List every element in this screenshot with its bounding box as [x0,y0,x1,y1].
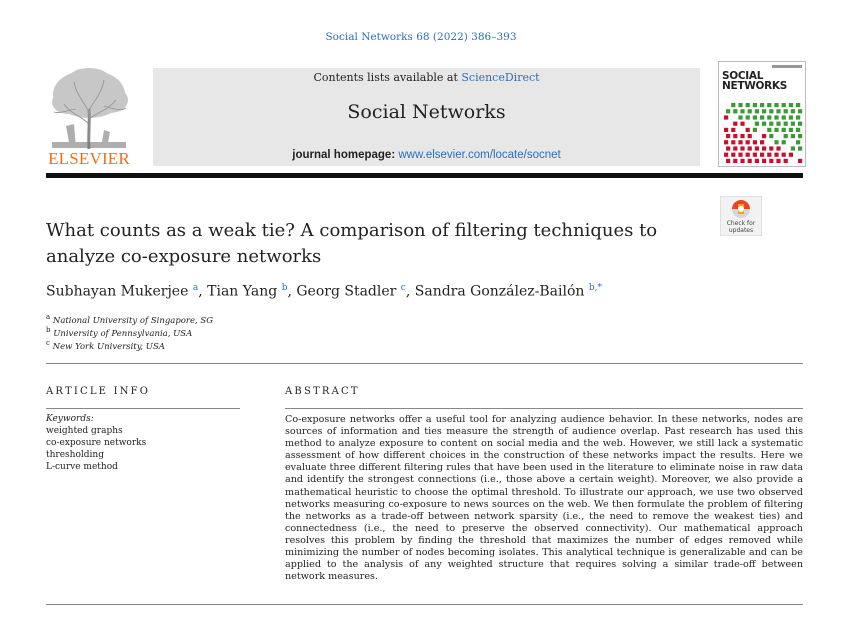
cover-dot [740,146,744,150]
cover-dot [784,159,788,163]
cover-dot [776,146,780,150]
cover-dot [791,134,795,138]
cover-dot [776,122,780,126]
cover-dot [796,128,800,132]
cover-dot [748,159,752,163]
cover-dot [733,159,737,163]
cover-dot [733,146,737,150]
journal-title: Social Networks [347,101,506,123]
cover-dot [789,153,793,157]
cover-dot [769,122,773,126]
cover-dot [782,153,786,157]
cover-dot [755,159,759,163]
cover-dot [724,140,728,144]
cover-dot [791,146,795,150]
cover-dot [746,128,750,132]
author-affiliation-marker[interactable]: a [192,283,199,293]
contents-availability-line [153,71,700,84]
cover-dot [755,146,759,150]
author-affiliation-marker[interactable]: b [281,283,288,293]
keyword-item: weighted graphs [46,426,123,436]
cover-dot [767,153,771,157]
check-updates-line2: updates [728,227,754,234]
cover-dot [791,122,795,126]
cover-dot [798,109,802,113]
cover-dot [733,122,737,126]
cover-dot [746,140,750,144]
cover-dot [798,146,802,150]
cover-dot [769,159,773,163]
keyword-item: thresholding [46,450,104,460]
cover-dot [762,134,766,138]
cover-dot [760,103,764,107]
cover-dot [796,115,800,119]
cover-dot [753,128,757,132]
cover-dot [755,122,759,126]
cover-dot [753,103,757,107]
cover-dot [789,128,793,132]
journal-citation[interactable] [0,31,842,43]
cover-dot [738,103,742,107]
cover-dot [746,115,750,119]
cover-dot [760,115,764,119]
cover-dot [769,134,773,138]
cover-dot [776,159,780,163]
cover-dot [782,140,786,144]
abstract-rule [285,408,803,409]
affiliation-marker: b [46,326,51,334]
cover-dot [769,109,773,113]
cover-dot [740,134,744,138]
cover-dot [767,103,771,107]
cover-dot [753,115,757,119]
author-list: Subhayan Mukerjee $^a$, Tian Yang $^b$, Georg Stadler $^c$, Sandra González-Bailón $^{b,*}$ [46,283,602,300]
cover-dot [798,134,802,138]
cover-title-line1: SOCIAL [722,70,764,82]
cover-dot [731,153,735,157]
keywords-label: Keywords: [46,414,94,424]
cover-dot [738,153,742,157]
author-name[interactable]: Sandra González-Bailón [414,283,585,300]
cover-dot [724,153,728,157]
keyword-item: co-exposure networks [46,438,147,448]
cover-dot [731,140,735,144]
header-divider [46,173,803,178]
author-affiliation-marker[interactable]: c [400,283,406,293]
cover-dot [789,115,793,119]
cover-dot [753,153,757,157]
cover-dot [796,103,800,107]
cover-dot [774,103,778,107]
affiliation-text: University of Pennsylvania, USA [53,328,193,339]
author-name[interactable]: Tian Yang [207,283,278,300]
cover-dot [733,134,737,138]
cover-dot [748,146,752,150]
homepage-label: journal homepage: [292,149,399,161]
bottom-divider [46,604,803,605]
cover-dot [726,159,730,163]
cover-dot [738,115,742,119]
cover-dot [774,128,778,132]
cover-dot [762,159,766,163]
cover-dot [767,128,771,132]
contents-prefix: Contents lists available at [313,71,462,84]
affiliation-text: New York University, USA [52,341,165,352]
cover-dot [760,153,764,157]
cover-dot [738,140,742,144]
cover-dot [769,146,773,150]
author-name[interactable]: Subhayan Mukerjee [46,283,189,300]
cover-dot [798,122,802,126]
cover-dot [774,140,778,144]
cover-dot [784,134,788,138]
cover-dot [733,109,737,113]
cover-dot [782,103,786,107]
cover-dot [726,134,730,138]
article-title: What counts as a weak tie? A comparison of filtering techniques to analyze co-exposure networks [46,220,658,267]
article-info-rule [46,408,240,409]
affiliation-item [46,339,165,352]
cover-dot [724,128,728,132]
abstract-text: Co-exposure networks offer a useful tool for analyzing audience behavior. In these networks, nodes are sources of information and ties measure the strength of audience overlap. Past research has used this method to analyze exposure to content on social media and the web. However, we still lack a systematic assessment of how different choices in the construction of these networks impact the results. Here we evaluate three different filtering rules that have been used in the literature to eliminate noise in raw data and identify the strongest connections (i.e., those above a certain weight). Moreover, we also provide a mathematical heuristic to choose the optimal threshold. To illustrate our approach, we use two observed networks measuring co-exposure to news sources on the web. We then formulate the problem of filtering the networks as a trade-off between network sparsity (i.e., the need to remove the weakest ties) and connectedness (i.e., the need to preserve the observed connectivity). Our mathematical approach resolves this problem by finding the threshold that maximizes the number of edges removed while minimizing the number of nodes becoming isolates. This analytical technique is generalizable and can be applied to the analysis of any weighted structure that requires solving a similar trade-off between network measures. [285,414,803,583]
cover-title [722,71,787,91]
cover-dot [755,109,759,113]
cover-dot [731,128,735,132]
sciencedirect-link[interactable]: ScienceDirect [461,71,540,84]
cover-dot [784,109,788,113]
cover-dot [740,159,744,163]
article-info-heading: ARTICLE INFO [46,386,151,397]
cover-dot [796,140,800,144]
cover-dot [791,109,795,113]
affiliation-marker: c [46,339,50,347]
cover-dot [798,159,802,163]
affiliation-text: National University of Singapore, SG [52,315,214,326]
cover-dot [774,153,778,157]
cover-dot [762,122,766,126]
affiliation-marker: a [46,313,51,321]
affiliation-item [46,313,213,326]
cover-dot [746,103,750,107]
cover-title-line2: NETWORKS [722,80,788,92]
cover-dot [726,109,730,113]
cover-dot [776,109,780,113]
cover-dot [753,140,757,144]
cover-dot [760,140,764,144]
cover-dot [740,109,744,113]
cover-dot [746,153,750,157]
affiliation-item [46,326,192,339]
cover-dot [782,128,786,132]
cover-dot [726,146,730,150]
cover-dot [762,146,766,150]
check-for-updates-badge[interactable] [720,196,762,236]
author-affiliation-marker[interactable]: b,* [588,283,602,293]
cover-dot [740,122,744,126]
cover-dot [724,115,728,119]
cover-dot [748,134,752,138]
journal-homepage-line [153,149,700,161]
author-name[interactable]: Georg Stadler [296,283,397,300]
cover-dot [784,122,788,126]
elsevier-wordmark: ELSEVIER [48,149,130,168]
cover-dot [767,115,771,119]
check-updates-line1: Check for [726,220,756,227]
homepage-link[interactable]: www.elsevier.com/locate/socnet [398,149,561,161]
cover-dot [762,109,766,113]
cover-dot [748,109,752,113]
keyword-item: L-curve method [46,462,118,472]
cover-dot [782,115,786,119]
cover-dot [731,103,735,107]
citation-link[interactable]: Social Networks 68 (2022) 386–393 [325,31,517,43]
cover-dot [789,103,793,107]
abstract-heading: ABSTRACT [285,386,360,397]
cover-dot [774,115,778,119]
section-divider [46,363,803,364]
